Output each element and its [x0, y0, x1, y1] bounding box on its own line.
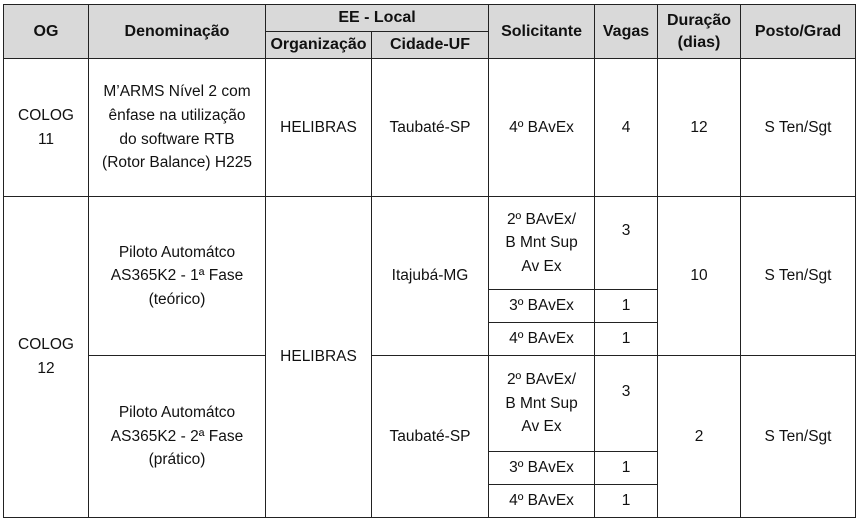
solicitante-cell: 3º BAvEx	[489, 290, 595, 323]
cidade-cell: Taubaté-SP	[372, 59, 489, 197]
table-row	[4, 59, 856, 197]
solicitante-cell: 2º BAvEx/ B Mnt Sup Av Ex	[489, 197, 595, 290]
vagas-cell: 3	[595, 197, 658, 290]
table-row	[4, 356, 856, 452]
table-row	[4, 197, 856, 290]
cidade-cell: Itajubá-MG	[372, 197, 489, 356]
header-organizacao: Organização	[266, 32, 372, 59]
duracao-cell: 12	[658, 59, 741, 197]
posto-cell: S Ten/Sgt	[741, 59, 856, 197]
og-cell: COLOG 11	[4, 59, 89, 197]
courses-table	[3, 4, 856, 518]
duracao-cell: 2	[658, 356, 741, 518]
cidade-cell: Taubaté-SP	[372, 356, 489, 518]
header-solicitante: Solicitante	[489, 5, 595, 59]
vagas-cell: 1	[595, 485, 658, 518]
og-cell: COLOG 12	[4, 197, 89, 518]
vagas-cell: 1	[595, 452, 658, 485]
posto-cell: S Ten/Sgt	[741, 356, 856, 518]
vagas-cell: 3	[595, 356, 658, 452]
solicitante-cell: 2º BAvEx/ B Mnt Sup Av Ex	[489, 356, 595, 452]
denominacao-cell: Piloto Automátco AS365K2 - 2ª Fase (prático)	[89, 356, 266, 518]
solicitante-cell: 3º BAvEx	[489, 452, 595, 485]
organizacao-cell: HELIBRAS	[266, 197, 372, 518]
organizacao-cell: HELIBRAS	[266, 59, 372, 197]
header-ee-local: EE - Local	[266, 5, 489, 32]
solicitante-cell: 4º BAvEx	[489, 485, 595, 518]
denominacao-cell: M’ARMS Nível 2 com ênfase na utilização do software RTB (Rotor Balance) H225	[89, 59, 266, 197]
vagas-cell: 4	[595, 59, 658, 197]
header-posto-grad: Posto/Grad	[741, 5, 856, 59]
duracao-cell: 10	[658, 197, 741, 356]
header-duracao: Duração (dias)	[658, 5, 741, 59]
header-vagas: Vagas	[595, 5, 658, 59]
denominacao-cell: Piloto Automátco AS365K2 - 1ª Fase (teórico)	[89, 197, 266, 356]
vagas-cell: 1	[595, 323, 658, 356]
posto-cell: S Ten/Sgt	[741, 197, 856, 356]
header-og: OG	[4, 5, 89, 59]
solicitante-cell: 4º BAvEx	[489, 59, 595, 197]
solicitante-cell: 4º BAvEx	[489, 323, 595, 356]
header-cidade-uf: Cidade-UF	[372, 32, 489, 59]
vagas-cell: 1	[595, 290, 658, 323]
header-denominacao: Denominação	[89, 5, 266, 59]
